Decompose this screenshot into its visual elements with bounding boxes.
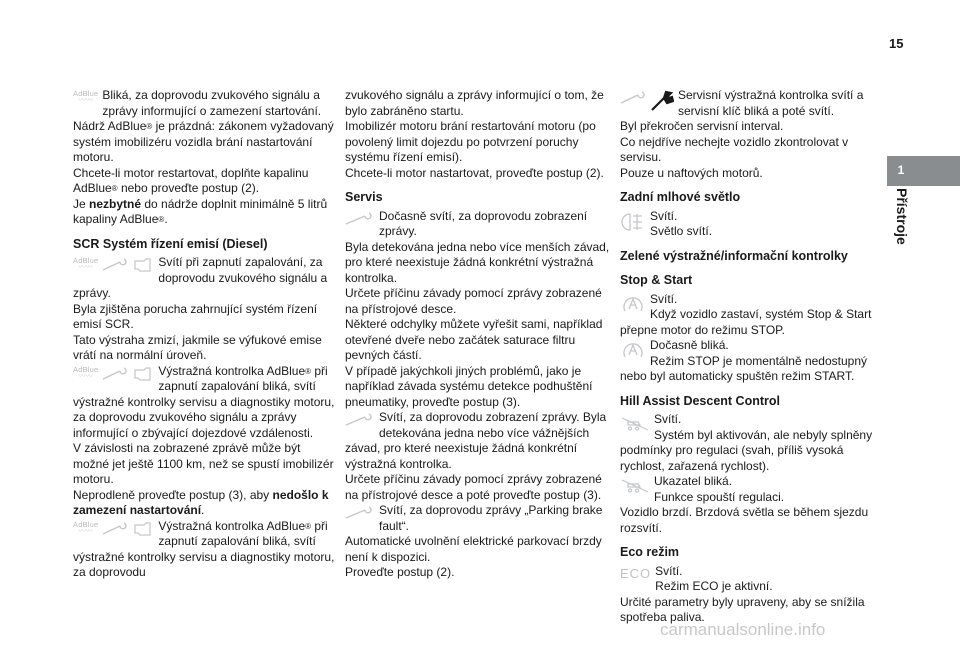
page-number: 15: [889, 36, 904, 51]
paragraph: Byla detekována jedna nebo více menších závad, pro které neexistuje žádná konkrétní výstražná kontrolka.: [345, 239, 610, 285]
service-wrench-icons: [620, 88, 674, 118]
column-3: [620, 88, 885, 626]
wrench-icon: [345, 503, 375, 533]
entry-text: Výstražná kontrolka AdBlue® při zapnutí zapalování bliká, svítí výstražné kontrolky servisu a diagnostiky motoru, za doprovodu zvukového signálu a zprávy informující o zbývající dojezdové vzdálenosti.: [73, 363, 335, 440]
adblue-service-engine-icons: [73, 364, 154, 394]
service-temp-entry: [345, 209, 610, 240]
wrench-icon: [102, 366, 128, 382]
stopstart-blink-entry: [620, 338, 885, 385]
engine-icon: [132, 257, 154, 273]
wrench-icon: [102, 257, 128, 273]
engine-icon: [132, 521, 154, 537]
section-heading-stopstart: Stop & Start: [620, 273, 693, 287]
eco-entry: [620, 564, 885, 595]
paragraph: Chcete-li motor restartovat, doplňte kapalinu AdBlue® nebo proveďte postup (2).: [73, 165, 309, 195]
adblue-service-engine-icons: [73, 255, 154, 285]
paragraph: Byl překročen servisní interval.: [620, 119, 784, 133]
stopstart-on-entry: [620, 292, 885, 339]
paragraph: V závislosti na zobrazené zprávě může být možné jet ještě 1100 km, než se spustí imobilizér motoru.: [73, 441, 334, 486]
adblue-icon: AdBlue 〰〰: [73, 364, 99, 380]
wrench-icon: [345, 410, 375, 440]
entry-text: Svítí. Režim ECO je aktivní.: [655, 563, 773, 593]
paragraph: Chcete-li motor nastartovat, proveďte postup (2).: [345, 165, 604, 180]
paragraph: Pouze u naftových motorů.: [620, 165, 763, 180]
paragraph: Nádrž AdBlue® je prázdná: zákonem vyžadovaný systém imobilizéru vozidla brání nastartování motoru.: [73, 119, 334, 164]
paragraph: Automatické uvolnění elektrické parkovací brzdy není k dispozici.: [345, 534, 602, 564]
adblue-icon-label: AdBlue: [73, 89, 99, 98]
entry-text: Svítí při zapnutí zapalování, za doprovodu zvukového signálu a zprávy.: [73, 255, 328, 300]
adblue-icon: AdBlue 〰〰: [73, 89, 99, 104]
section-heading-fog: Zadní mlhové světlo: [620, 190, 741, 204]
column-1: [73, 88, 338, 581]
stop-start-icon: [620, 338, 646, 368]
entry-text: Svítí, za doprovodu zprávy „Parking brake fault“.: [379, 503, 603, 533]
entry-text: Svítí. Systém byl aktivován, ale nebyly splněny podmínky pro regulaci (svah, příliš vysoká rychlost, zařazená rychlost).: [620, 412, 873, 473]
paragraph: Proveďte postup (2).: [345, 565, 455, 579]
service-key-icon: [650, 90, 674, 112]
entry-text: Svítí, za doprovodu zobrazení zprávy. Byla detekována jedna nebo více vážnějších závad, pro které neexistuje žádná konkrétní výstražná kontrolka.: [345, 410, 607, 471]
section-heading-scr: SCR Systém řízení emisí (Diesel): [73, 236, 268, 251]
chapter-title-text: Přístroje: [894, 188, 910, 245]
adblue-icon: AdBlue 〰〰: [73, 256, 99, 271]
paragraph: Neprodleně proveďte postup (3), aby nedošlo k zamezení nastartování.: [73, 487, 329, 517]
service-interval-entry: [620, 88, 885, 119]
paragraph: Tato výstraha zmizí, jakmile se výfukové emise vrátí na normální úroveň.: [73, 332, 322, 362]
wrench-icon: [102, 521, 128, 537]
paragraph: Určete příčinu závady pomocí zprávy zobrazené na přístrojové desce.: [345, 286, 602, 316]
section-heading-servis: Servis: [345, 190, 383, 204]
eco-icon: ECO: [620, 565, 652, 581]
entry-text: Bliká, za doprovodu zvukového signálu a zprávy informující o zamezení startování.: [102, 88, 322, 118]
section-heading-green: Zelené výstražné/informační kontrolky: [620, 248, 848, 263]
hadc-blink-entry: [620, 474, 885, 505]
wrench-icon: [345, 209, 375, 239]
chapter-title: [893, 188, 915, 328]
hill-descent-icon: [620, 474, 650, 504]
paragraph: Určete příčinu závady pomocí zprávy zobrazené na přístrojové desce a poté proveďte postup (3).: [345, 472, 602, 502]
engine-icon: [132, 366, 154, 382]
paragraph: Je nezbytné do nádrže doplnit minimálně 5 litrů kapaliny AdBlue®.: [73, 196, 328, 226]
watermark: carmanualsonline.info: [660, 620, 826, 639]
paragraph: Imobilizér motoru brání restartování motoru (po povolený limit dojezdu po potvrzení poruchy systému řízení emisí).: [345, 119, 596, 164]
entry-text: Dočasně svítí, za doprovodu zobrazení zprávy.: [379, 208, 588, 238]
adblue-warning-entry-2: [73, 519, 338, 581]
paragraph: V případě jakýchkoli jiných problémů, jako je například závada systému detekce podhuštění pneumatiky, proveďte postup (3).: [345, 363, 593, 409]
paragraph: Určité parametry byly upraveny, aby se snížila spotřeba paliva.: [620, 594, 865, 624]
adblue-blink-entry: [73, 88, 338, 119]
parking-brake-entry: [345, 503, 610, 534]
stop-start-icon: [620, 292, 646, 322]
paragraph: Vozidlo brzdí. Brzdová světla se během sjezdu rozsvítí.: [620, 505, 869, 535]
entry-text: Servisní výstražná kontrolka svítí a servisní klíč bliká a poté svítí.: [678, 88, 864, 118]
section-heading-hadc: Hill Assist Descent Control: [620, 393, 780, 408]
paragraph: Některé odchylky můžete vyřešit sami, například otevřené dveře nebo začátek saturace filtru pevných částí.: [345, 317, 603, 362]
chapter-tab[interactable]: [887, 156, 960, 186]
entry-text: Svítí. Světlo svítí.: [650, 208, 713, 238]
adblue-warning-entry: [73, 364, 338, 442]
entry-text: Ukazatel bliká. Funkce spouští regulaci.: [654, 474, 785, 504]
chapter-number: 1: [897, 163, 905, 177]
entry-text: Dočasně bliká. Režim STOP je momentálně nedostupný nebo byl automaticky spuštěn režim START.: [620, 338, 868, 383]
paragraph: Byla zjištěna porucha zahrnující systém řízení emisí SCR.: [73, 301, 318, 331]
fog-light-entry: [620, 209, 885, 240]
rear-fog-light-icon: [620, 209, 646, 239]
adblue-service-engine-icons: [73, 519, 154, 549]
entry-text: Výstražná kontrolka AdBlue® při zapnutí zapalování bliká, svítí výstražné kontrolky servisu a diagnostiky motoru, za doprovodu: [73, 518, 335, 579]
wrench-icon: [620, 90, 646, 106]
entry-text: Svítí. Když vozidlo zastaví, systém Stop & Start přepne motor do režimu STOP.: [620, 291, 872, 337]
hill-descent-icon: [620, 412, 650, 442]
section-heading-eco: Eco režim: [620, 545, 680, 559]
paragraph: zvukového signálu a zprávy informující o tom, že bylo zabráněno startu.: [345, 88, 604, 118]
scr-entry: [73, 255, 338, 302]
paragraph: Co nejdříve nechejte vozidlo zkontrolovat v servisu.: [620, 134, 849, 164]
adblue-icon: AdBlue 〰〰: [73, 519, 99, 535]
hadc-on-entry: [620, 412, 885, 474]
service-on-entry: [345, 410, 610, 472]
column-2: [345, 88, 610, 581]
